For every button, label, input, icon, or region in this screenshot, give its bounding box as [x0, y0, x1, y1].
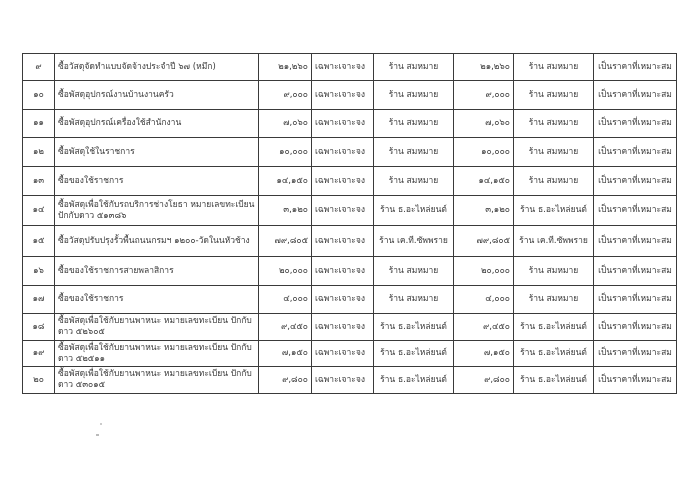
procurement-method: เฉพาะเจาะจง [312, 81, 374, 110]
selection-reason: เป็นราคาที่เหมาะสม [594, 367, 677, 394]
table-row [23, 167, 677, 196]
item-description: ซื้อพัสดุใช้ในราชการ [55, 138, 259, 167]
table-row [23, 367, 677, 394]
selection-reason: เป็นราคาที่เหมาะสม [594, 314, 677, 341]
item-description: ซื้อพัสดุเพื่อใช้กับยานพาหนะ หมายเลขทะเบียน ปักกับดาว ๕๒๖๐๕ [55, 314, 259, 341]
awarded-amount: ๑๐,๐๐๐ [454, 138, 514, 167]
item-description: ซื้อพัสดุอุปกรณ์เครื่องใช้สำนักงาน [55, 110, 259, 138]
budget-amount: ๗,๐๖๐ [259, 110, 312, 138]
row-number: ๒๐ [23, 367, 55, 394]
selection-reason: เป็นราคาที่เหมาะสม [594, 196, 677, 226]
item-description: ซื้อพัสดุเพื่อใช้กับยานพาหนะ หมายเลขทะเบียน ปักกับดาว ๕๓๐๑๕ [55, 367, 259, 394]
table-row [23, 81, 677, 110]
budget-amount: ๔,๐๐๐ [259, 286, 312, 314]
awarded-vendor: ร้าน สมหมาย [514, 257, 594, 286]
procurement-method: เฉพาะเจาะจง [312, 257, 374, 286]
bidder-name: ร้าน ธ.อะไหล่ยนต์ [374, 367, 454, 394]
table-row [23, 314, 677, 341]
row-number: ๑๓ [23, 167, 55, 196]
table-row [23, 196, 677, 226]
awarded-vendor: ร้าน สมหมาย [514, 167, 594, 196]
awarded-amount: ๗๙,๘๐๕ [454, 226, 514, 257]
budget-amount: ๙,๐๐๐ [259, 81, 312, 110]
procurement-method: เฉพาะเจาะจง [312, 226, 374, 257]
bidder-name: ร้าน สมหมาย [374, 167, 454, 196]
bidder-name: ร้าน สมหมาย [374, 54, 454, 81]
selection-reason: เป็นราคาที่เหมาะสม [594, 81, 677, 110]
bidder-name: ร้าน สมหมาย [374, 286, 454, 314]
bidder-name: ร้าน ธ.อะไหล่ยนต์ [374, 196, 454, 226]
item-description: ซื้อของใช้ราชการ [55, 167, 259, 196]
budget-amount: ๙,๘๐๐ [259, 367, 312, 394]
procurement-table [22, 53, 677, 394]
awarded-vendor: ร้าน เค.ที.ซัพพราย [514, 226, 594, 257]
awarded-vendor: ร้าน สมหมาย [514, 81, 594, 110]
selection-reason: เป็นราคาที่เหมาะสม [594, 138, 677, 167]
awarded-amount: ๙,๘๐๐ [454, 367, 514, 394]
item-description: ซื้อวัสดุปรับปรุงรั้วพื้นถนนกรมฯ ๑๒๐๐-วัดในนหัวช้าง [55, 226, 259, 257]
awarded-vendor: ร้าน ธ.อะไหล่ยนต์ [514, 341, 594, 367]
budget-amount: ๑๔,๑๕๐ [259, 167, 312, 196]
awarded-amount: ๒๐,๐๐๐ [454, 257, 514, 286]
budget-amount: ๒๐,๐๐๐ [259, 257, 312, 286]
table-row [23, 226, 677, 257]
row-number: ๑๔ [23, 196, 55, 226]
awarded-vendor: ร้าน สมหมาย [514, 138, 594, 167]
budget-amount: ๙,๔๕๐ [259, 314, 312, 341]
bidder-name: ร้าน ธ.อะไหล่ยนต์ [374, 341, 454, 367]
item-description: ซื้อของใช้ราชการ [55, 286, 259, 314]
item-description: ซื้อพัสดุเพื่อใช้กับยานพาหนะ หมายเลขทะเบียน ปักกับดาว ๕๒๕๑๑ [55, 341, 259, 367]
selection-reason: เป็นราคาที่เหมาะสม [594, 226, 677, 257]
bidder-name: ร้าน สมหมาย [374, 81, 454, 110]
awarded-amount: ๑๔,๑๕๐ [454, 167, 514, 196]
budget-amount: ๒๑,๒๖๐ [259, 54, 312, 81]
scan-speck [100, 423, 102, 425]
awarded-amount: ๓,๑๒๐ [454, 196, 514, 226]
procurement-method: เฉพาะเจาะจง [312, 367, 374, 394]
bidder-name: ร้าน สมหมาย [374, 257, 454, 286]
selection-reason: เป็นราคาที่เหมาะสม [594, 257, 677, 286]
awarded-vendor: ร้าน ธ.อะไหล่ยนต์ [514, 314, 594, 341]
row-number: ๙ [23, 54, 55, 81]
bidder-name: ร้าน สมหมาย [374, 110, 454, 138]
item-description: ซื้อพัสดุเพื่อใช้กับรถบริการช่างโยธา หมายเลขทะเบียน ปักกับดาว ๕๑๓๘๖ [55, 196, 259, 226]
awarded-vendor: ร้าน ธ.อะไหล่ยนต์ [514, 196, 594, 226]
row-number: ๑๘ [23, 314, 55, 341]
row-number: ๑๐ [23, 81, 55, 110]
row-number: ๑๑ [23, 110, 55, 138]
procurement-method: เฉพาะเจาะจง [312, 110, 374, 138]
budget-amount: ๗๙,๘๐๕ [259, 226, 312, 257]
row-number: ๑๙ [23, 341, 55, 367]
table-row [23, 341, 677, 367]
selection-reason: เป็นราคาที่เหมาะสม [594, 54, 677, 81]
bidder-name: ร้าน เค.ที.ซัพพราย [374, 226, 454, 257]
budget-amount: ๗,๑๕๐ [259, 341, 312, 367]
table-row [23, 286, 677, 314]
selection-reason: เป็นราคาที่เหมาะสม [594, 286, 677, 314]
bidder-name: ร้าน สมหมาย [374, 138, 454, 167]
procurement-method: เฉพาะเจาะจง [312, 138, 374, 167]
awarded-vendor: ร้าน สมหมาย [514, 54, 594, 81]
procurement-method: เฉพาะเจาะจง [312, 286, 374, 314]
procurement-method: เฉพาะเจาะจง [312, 196, 374, 226]
budget-amount: ๑๐,๐๐๐ [259, 138, 312, 167]
awarded-vendor: ร้าน ธ.อะไหล่ยนต์ [514, 367, 594, 394]
row-number: ๑๗ [23, 286, 55, 314]
bidder-name: ร้าน ธ.อะไหล่ยนต์ [374, 314, 454, 341]
table-row [23, 110, 677, 138]
awarded-amount: ๗,๐๖๐ [454, 110, 514, 138]
awarded-amount: ๒๑,๒๖๐ [454, 54, 514, 81]
awarded-vendor: ร้าน สมหมาย [514, 110, 594, 138]
selection-reason: เป็นราคาที่เหมาะสม [594, 167, 677, 196]
item-description: ซื้อพัสดุอุปกรณ์งานบ้านงานครัว [55, 81, 259, 110]
row-number: ๑๒ [23, 138, 55, 167]
awarded-amount: ๔,๐๐๐ [454, 286, 514, 314]
row-number: ๑๖ [23, 257, 55, 286]
awarded-amount: ๗,๑๕๐ [454, 341, 514, 367]
selection-reason: เป็นราคาที่เหมาะสม [594, 110, 677, 138]
procurement-method: เฉพาะเจาะจง [312, 54, 374, 81]
table-row [23, 138, 677, 167]
awarded-amount: ๙,๐๐๐ [454, 81, 514, 110]
table-row [23, 257, 677, 286]
procurement-method: เฉพาะเจาะจง [312, 314, 374, 341]
item-description: ซื้อวัสดุจัดทำแบบจัดจ้างประจำปี ๖๗ (หมึก) [55, 54, 259, 81]
selection-reason: เป็นราคาที่เหมาะสม [594, 341, 677, 367]
awarded-vendor: ร้าน สมหมาย [514, 286, 594, 314]
procurement-table-body [23, 54, 677, 394]
scan-speck [96, 434, 99, 436]
row-number: ๑๕ [23, 226, 55, 257]
awarded-amount: ๙,๔๕๐ [454, 314, 514, 341]
table-row [23, 54, 677, 81]
procurement-method: เฉพาะเจาะจง [312, 341, 374, 367]
item-description: ซื้อของใช้ราชการสายพลาสิการ [55, 257, 259, 286]
budget-amount: ๓,๑๒๐ [259, 196, 312, 226]
procurement-method: เฉพาะเจาะจง [312, 167, 374, 196]
